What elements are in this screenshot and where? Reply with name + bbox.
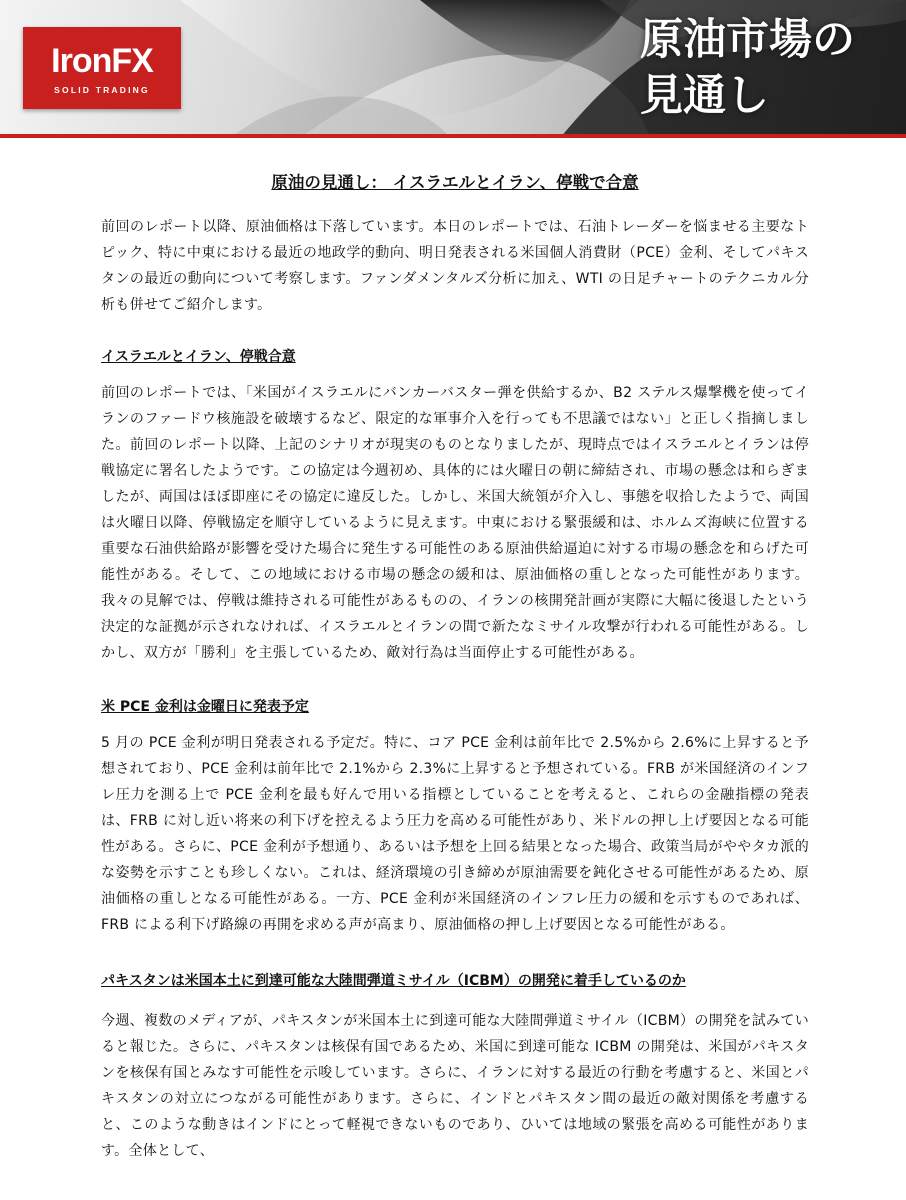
- section-pakistan-icbm: [101, 968, 809, 1164]
- banner-title-line-2: 見通し: [640, 71, 769, 121]
- banner-accent-rule: [0, 134, 906, 138]
- section-body: 前回のレポートでは、「米国がイスラエルにバンカーバスター弾を供給するか、B2 ステルス爆撃機を使ってイランのファードウ核施設を破壊するなど、限定的な軍事介入を行っても不思議ではない」と正しく指摘しました。前回のレポート以降、上記のシナリオが現実のものとなりましたが、現時点ではイスラエルとイランは停戦協定に署名したようです。この協定は今週初め、具体的には火曜日の朝に締結され、市場の懸念は和らぎましたが、両国はほぼ即座にその協定に違反した。しかし、米国大統領が介入し、事態を収拾したようで、両国は火曜日以降、停戦協定を順守しているように見えます。中東における緊張緩和は、ホルムズ海峡に位置する重要な石油供給路が影響を受けた場合に発生する可能性のある原油供給逼迫に対する市場の懸念を和らげた可能性がある。そして、この地域における市場の懸念の緩和は、原油価格の重しとなった可能性があります。我々の見解では、停戦は維持される可能性があるものの、イランの核開発計画が実際に大幅に後退したという決定的な証拠が示されなければ、イスラエルとイランの間で新たなミサイル攻撃が行われる可能性がある。しかし、双方が「勝利」を主張しているため、敵対行為は当面停止する可能性がある。: [101, 385, 809, 661]
- section-ceasefire: [101, 344, 809, 666]
- logo-name: IronFX: [51, 42, 153, 80]
- section-body: 今週、複数のメディアが、パキスタンが米国本土に到達可能な大陸間弾道ミサイル（ICBM）の開発を試みていると報じた。さらに、パキスタンは核保有国であるため、米国に到達可能な ICBM の開発は、米国がパキスタンを核保有国とみなす可能性を示唆しています。さらに、イランに対する最近の行動を考慮すると、米国とパキスタンの対立につながる可能性があります。さらに、インドとパキスタン間の最近の敵対関係を考慮すると、このような動きはインドにとって軽視できないものであり、ひいては地域の緊張を高める可能性があります。全体として、: [101, 1013, 809, 1159]
- document-title: 原油の見通し： イスラエルとイラン、停戦で合意: [271, 173, 639, 192]
- section-heading: イスラエルとイラン、停戦合意: [101, 349, 296, 365]
- section-us-pce: [101, 694, 809, 938]
- section-heading: パキスタンは米国本土に到達可能な大陸間弾道ミサイル（ICBM）の開発に着手しているのか: [101, 973, 686, 989]
- banner-title: [640, 12, 900, 124]
- report-content: [101, 170, 809, 1164]
- ironfx-logo: [23, 27, 181, 109]
- section-heading: 米 PCE 金利は金曜日に発表予定: [101, 699, 309, 715]
- logo-tagline: SOLID TRADING: [54, 85, 150, 95]
- section-body: 5 月の PCE 金利が明日発表される予定だ。特に、コア PCE 金利は前年比で 2.5%から 2.6%に上昇すると予想されており、PCE 金利は前年比で 2.1%から 2.3%に上昇すると予想されている。FRB が米国経済のインフレ圧力を測る上で PCE 金利を最も好んで用いる指標としていることを考えると、これらの金融指標の発表は、FRB に対し近い将来の利下げを控えるよう圧力を高める可能性があり、米ドルの押し上げ要因となる可能性がある。さらに、PCE 金利が予想通り、あるいは予想を上回る結果となった場合、政策当局がややタカ派的な姿勢を示すことも珍しくない。これは、経済環境の引き締めが原油需要を鈍化させる可能性があるため、原油価格の重しとなる可能性がある。一方、PCE 金利が米国経済のインフレ圧力の緩和を示すものであれば、FRB による利下げ路線の再開を求める声が高まり、原油価格の押し上げ要因となる可能性がある。: [101, 735, 809, 933]
- banner-title-line-1: 原油市場の: [640, 15, 855, 65]
- intro-paragraph: 前回のレポート以降、原油価格は下落しています。本日のレポートでは、石油トレーダーを悩ませる主要なトピック、特に中東における最近の地政学的動向、明日発表される米国個人消費財（PCE）金利、そしてパキスタンの最近の動向について考察します。ファンダメンタルズ分析に加え、WTI の日足チャートのテクニカル分析も併せてご紹介します。: [101, 219, 809, 313]
- header-banner: [0, 0, 906, 138]
